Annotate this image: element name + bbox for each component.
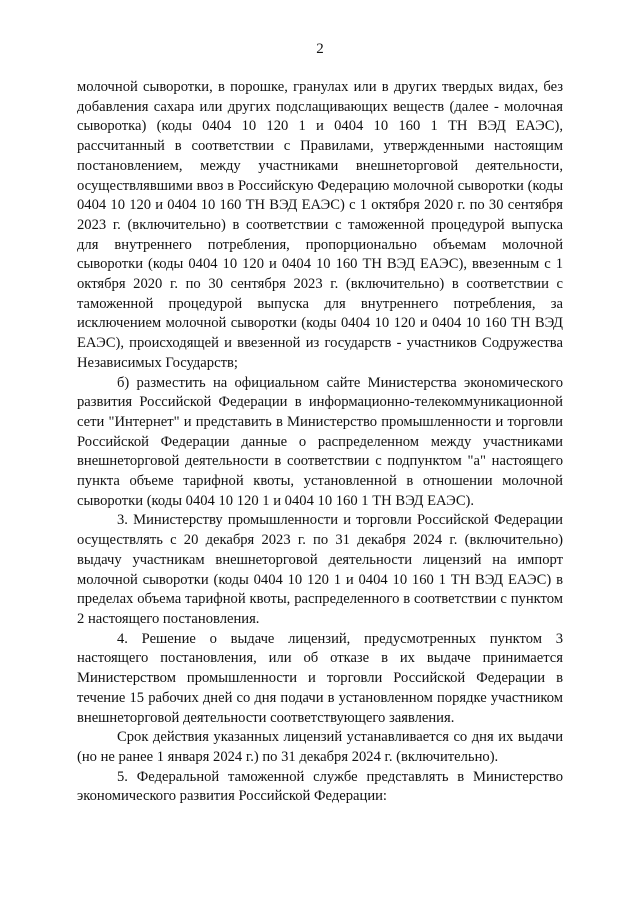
document-body	[77, 78, 563, 807]
paragraph-subitem-b: б) разместить на официальном сайте Министерства экономического развития Российской Федерации в информационно-телекоммуникационной сети "Интернет" и представить в Министерство промышленности и торговли Российской Федерации данные о распределенном между участниками внешнеторговой деятельности в соответствии с подпунктом "а" настоящего пункта объеме тарифной квоты, установленной в отношении молочной сыворотки (коды 0404 10 120 1 и 0404 10 160 1 ТН ВЭД ЕАЭС).	[77, 374, 563, 509]
paragraph-continuation: молочной сыворотки, в порошке, гранулах или в других твердых видах, без добавления сахара или других подслащивающих веществ (далее - молочная сыворотка) (коды 0404 10 120 1 и 0404 10 160 1 ТН ВЭД ЕАЭС), рассчитанный в соответствии с Правилами, утвержденными настоящим постановлением, между участниками внешнеторговой деятельности, осуществлявшими ввоз в Российскую Федерацию молочной сыворотки (коды 0404 10 120 и 0404 10 160 ТН ВЭД ЕАЭС) с 1 октября 2020 г. по 30 сентября 2023 г. (включительно) в соответствии с таможенной процедурой выпуска для внутреннего потребления, пропорционально объемам молочной сыворотки (коды 0404 10 120 и 0404 10 160 ТН ВЭД ЕАЭС), ввезенным с 1 октября 2020 г. по 30 сентября 2023 г. (включительно) в соответствии с таможенной процедурой выпуска для внутреннего потребления, за исключением молочной сыворотки (коды 0404 10 120 и 0404 10 160 ТН ВЭД ЕАЭС), происходящей и ввезенной из государств - участников Содружества Независимых Государств;	[77, 79, 563, 371]
paragraph-item-3: 3. Министерству промышленности и торговли Российской Федерации осуществлять с 20 декабря 2023 г. по 31 декабря 2024 г. (включительно) выдачу участникам внешнеторговой деятельности лицензий на импорт молочной сыворотки (коды 0404 10 120 1 и 0404 10 160 1 ТН ВЭД ЕАЭС) в пределах объема тарифной квоты, распределенного в соответствии с пунктом 2 настоящего постановления.	[77, 512, 563, 627]
paragraph-license-term: Срок действия указанных лицензий устанавливается со дня их выдачи (но не ранее 1 января 2024 г.) по 31 декабря 2024 г. (включительно).	[77, 729, 563, 765]
paragraph-item-4: 4. Решение о выдаче лицензий, предусмотренных пунктом 3 настоящего постановления, или об отказе в их выдаче принимается Министерством промышленности и торговли Российской Федерации в течение 15 рабочих дней со дня подачи в установленном порядке участником внешнеторговой деятельности соответствующего заявления.	[77, 630, 563, 726]
page-number: 2	[316, 41, 324, 57]
paragraph-item-5: 5. Федеральной таможенной службе представлять в Министерство экономического развития Российской Федерации:	[77, 768, 563, 805]
